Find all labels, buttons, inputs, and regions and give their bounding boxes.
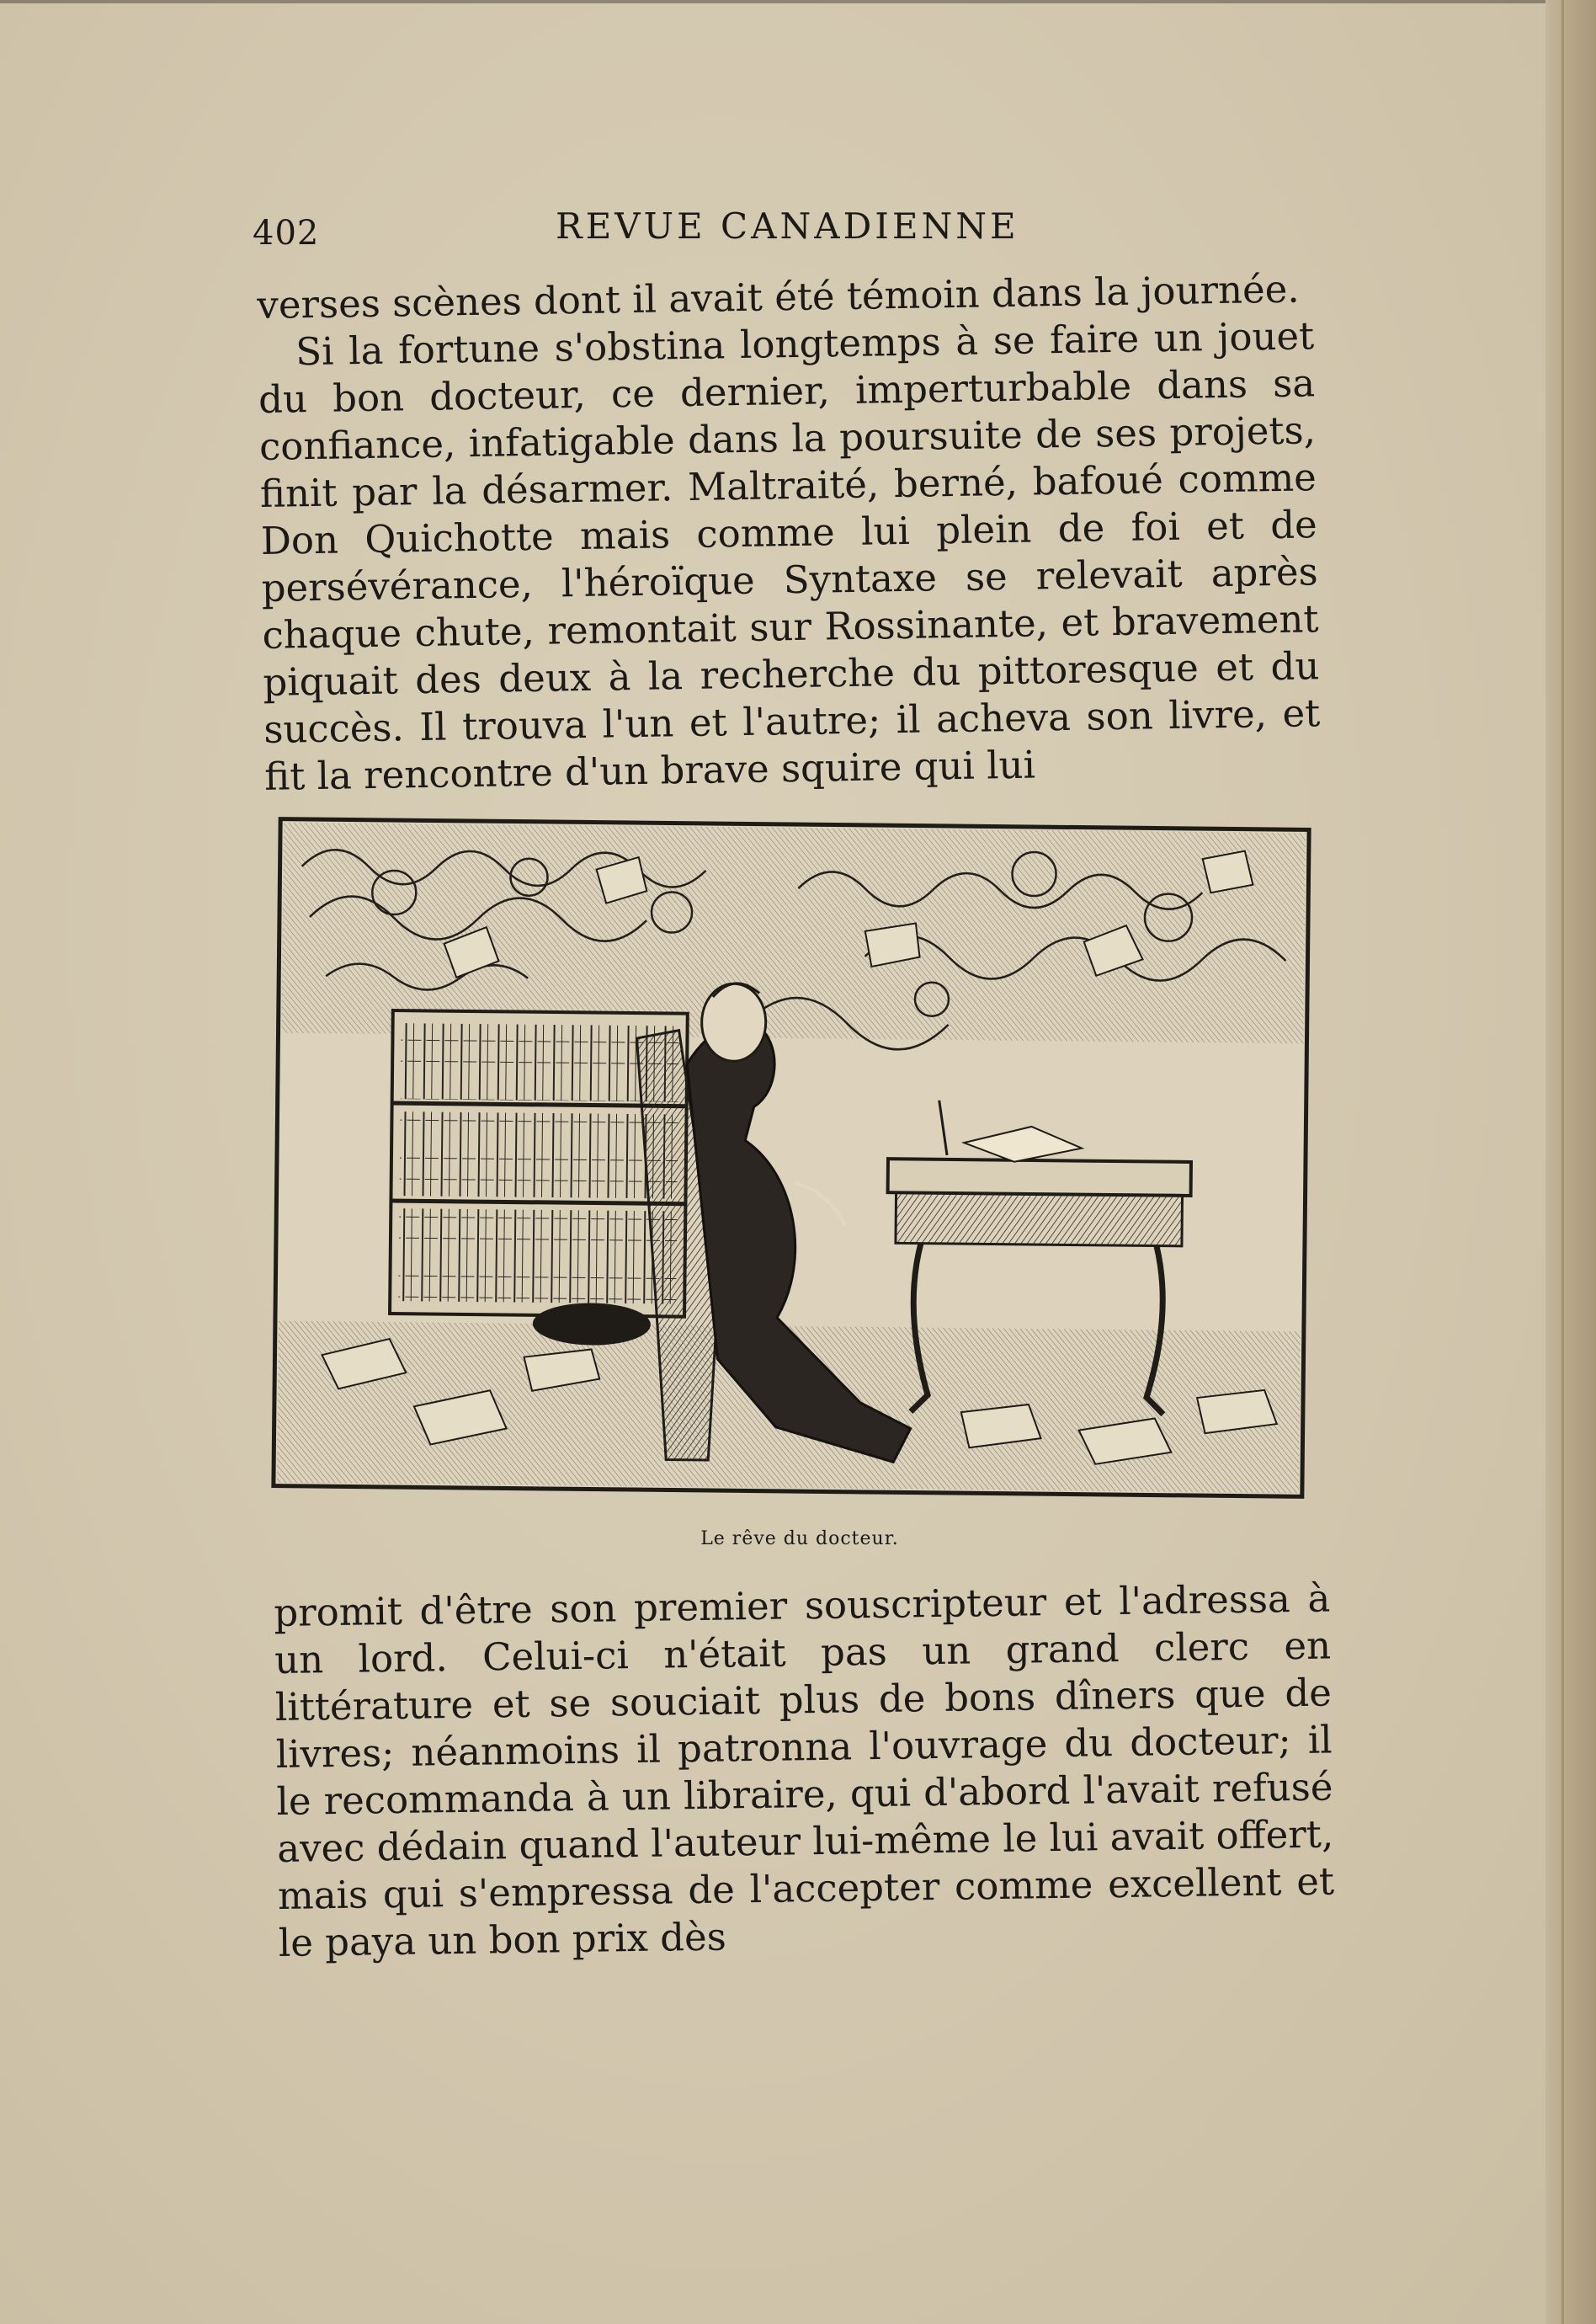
page-edge-shadow <box>1561 0 1564 2324</box>
engraving-image <box>270 816 1312 1500</box>
page-number: 402 <box>253 214 320 253</box>
running-head: REVUE CANADIENNE <box>556 205 1019 247</box>
page-header <box>253 202 1338 253</box>
body-text-bottom <box>274 1575 1335 1966</box>
continued-line: verses scènes dont il avait été témoin dans la journée. <box>257 266 1300 328</box>
body-text-top <box>257 265 1322 801</box>
page-side-edge <box>1545 0 1596 2324</box>
figure-caption: Le rêve du docteur. <box>700 1528 899 1549</box>
paragraph: promit d'être son premier souscripteur et l'adressa à un lord. Celui-ci n'était pas un grand clerc en littérature et se souciait plus de bons dîners que de livres; néanmoins il patronna l'ouvrage du docteur; il le recommanda à un libraire, qui d'abord l'avait refusé avec dédain quand l'auteur lui-même le lui avait offert, mais qui s'empressa de l'accepter comme excellent et le paya un bon prix dès <box>274 1575 1335 1965</box>
engraving-illustration <box>270 816 1312 1500</box>
paragraph: Si la fortune s'obstina longtemps à se faire un jouet du bon docteur, ce dernier, imperturbable dans sa confiance, infatigable dans la poursuite de ses projets, finit par la désarmer. Maltraité, berné, bafoué comme Don Quichotte mais comme lui plein de foi et de persévérance, l'héroïque Syntaxe se relevait après chaque chute, remontait sur Rossinante, et bravement piquait des deux à la recherche du pittoresque et du succès. Il trouva l'un et l'autre; il acheva son livre, et fit la rencontre d'un brave squire qui lui <box>258 313 1321 799</box>
page-top-edge <box>0 0 1596 3</box>
